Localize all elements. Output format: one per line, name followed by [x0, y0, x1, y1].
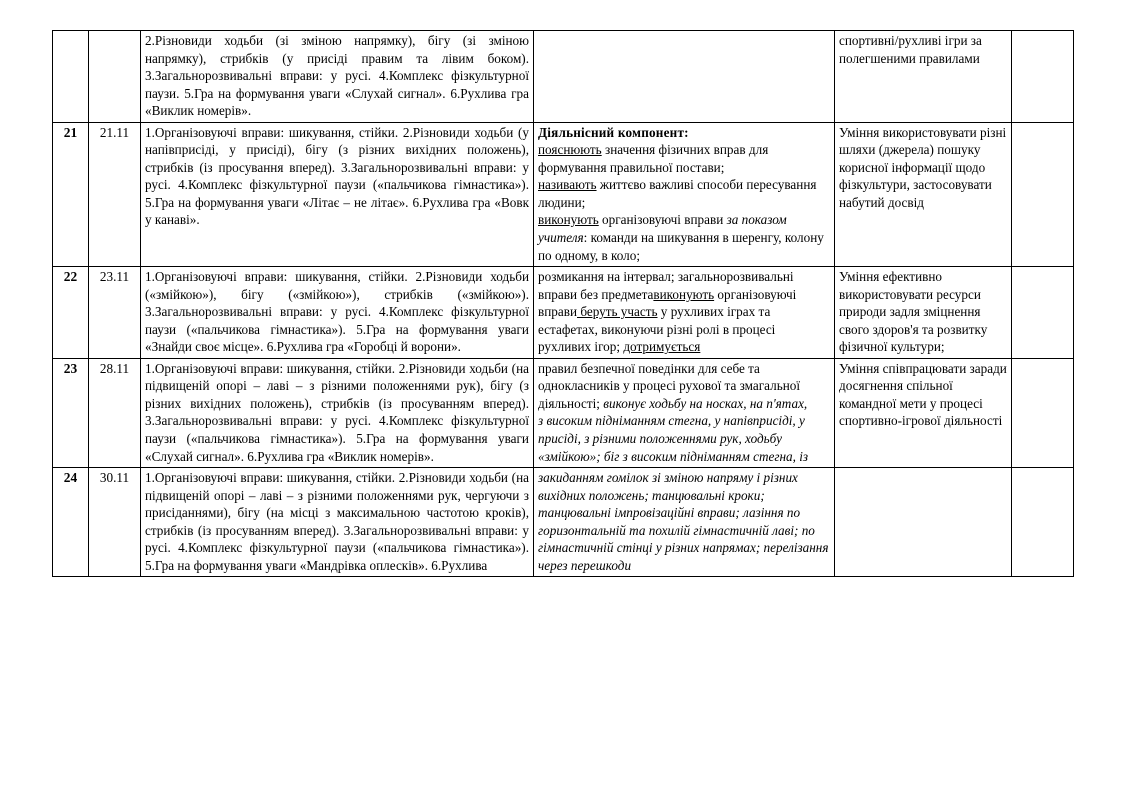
row-number-cell: 23: [53, 358, 89, 467]
activity-paragraph: [538, 360, 830, 413]
table-row: [53, 358, 1074, 467]
row-number-cell: 21: [53, 122, 89, 266]
lesson-content-text: 1.Організовуючі вправи: шикування, стійки. 2.Різновиди ходьби («змійкою»), бігу («змійкою»), стрибків («змійкою»). 3.Загальнорозвивальні вправи: у русі. 4.Комплекс фізкультурної паузи («пальчикова гімнастика»). 5.Гра на формування уваги «Знайди своє місце». 6.Рухлива гра «Горобці й ворони».: [145, 269, 529, 355]
lesson-plan-table: [52, 30, 1074, 577]
row-date-cell: 28.11: [89, 358, 141, 467]
activity-text: у рухливих іграх та естафетах, виконуючи різні ролі в процесі рухливих ігор;: [538, 304, 776, 355]
table-row: [53, 267, 1074, 359]
row-date-cell: [89, 31, 141, 123]
activity-component-cell: [534, 122, 835, 266]
activity-verb: виконують: [538, 212, 599, 228]
activity-component-cell: [534, 358, 835, 467]
activity-text: організовуючі вправи: [598, 212, 727, 228]
lesson-content-cell: [141, 31, 534, 123]
activity-paragraph: [538, 211, 830, 264]
activity-verb: беруть участь: [577, 304, 658, 320]
skills-cell: [835, 31, 1012, 123]
activity-italic: з високим підніманням стегна, у напівприсіді, у присіді, з різними положеннями рук, ходьбу «змійкою»; біг з високим підніманням стегна, із: [538, 413, 809, 464]
row-number-cell: 22: [53, 267, 89, 359]
activity-italic: показом учителя: [538, 212, 787, 246]
skills-text: Уміння ефективно використовувати ресурси природи задля зміцнення свого здоров'я та розвитку фізичної культури;: [839, 269, 988, 355]
row-date-cell: 21.11: [89, 122, 141, 266]
activity-text: життєво важливі способи пересування людини;: [538, 177, 817, 210]
row-number-cell: 24: [53, 468, 89, 577]
activity-text: значення фізичних вправ для формування правильної постави;: [538, 142, 769, 175]
skills-cell: [835, 468, 1012, 577]
skills-text: спортивні/рухливі ігри за полегшеними правилами: [839, 33, 982, 66]
lesson-content-text: 1.Організовуючі вправи: шикування, стійки. 2.Різновиди ходьби (у напівприсіді, у присіді), бігу (з різних вихідних положень), стрибків (із просування вперед). 3.Загальнорозвивальні вправи: у русі. 4.Комплекс фізкультурної паузи («пальчикова гімнастика»). 5.Гра на формування уваги «Літає – не літає». 6.Рухлива гра «Вовк у канаві».: [145, 124, 529, 228]
activity-component-cell: [534, 267, 835, 359]
row-date-cell: 30.11: [89, 468, 141, 577]
note-cell: [1012, 468, 1074, 577]
activity-text: організовуючі вправи: [538, 286, 797, 320]
lesson-content-text: 1.Організовуючі вправи: шикування, стійки. 2.Різновиди ходьби (на підвищеній опорі – лаві – з різними положеннями рук, чергуючи з присіданнями), бігу (на місці з максимальною частотою кроків), стрибків (із просуванням вперед). 3.Загальнорозвивальні вправи: у русі. 4.Комплекс фізкультурної паузи («пальчикова гімнастика»). 5.Гра на формування уваги «Мандрівка оплесків». 6.Рухлива: [145, 470, 529, 573]
activity-paragraph: [538, 124, 830, 142]
activity-paragraph: [538, 469, 830, 574]
activity-component-cell: [534, 31, 835, 123]
note-cell: [1012, 122, 1074, 266]
skills-cell: [835, 267, 1012, 359]
table-row: [53, 122, 1074, 266]
row-number-cell: [53, 31, 89, 123]
activity-italic: закиданням гомілок зі зміною напряму і різних вихідних положень; танцювальні кроки; танцювальні імпровізаційні вправи; лазіння по горизонтальній та похилій гімнастичній лаві; по гімнастичній стінці у різних напрямах; перелізання через перешкоди: [538, 470, 829, 573]
skills-cell: [835, 122, 1012, 266]
activity-text: розмикання на інтервал; загальнорозвивальні вправи без предмета: [538, 269, 794, 302]
activity-paragraph: [538, 412, 830, 465]
note-cell: [1012, 358, 1074, 467]
skills-text: Уміння співпрацювати заради досягнення спільної командної мети у процесі спортивно-ігрової діяльності: [839, 360, 1007, 429]
lesson-content-cell: [141, 267, 534, 359]
row-date-cell: 23.11: [89, 267, 141, 359]
lesson-content-text: 2.Різновиди ходьби (зі зміною напрямку), бігу (зі зміною напрямку), стрибків (у присіді правим та лівим боком). 3.Загальнорозвивальні вправи: у русі. 4.Комплекс фізкультурної паузи. 5.Гра на формування уваги «Слухай сигнал». 6.Рухлива гра «Виклик номерів».: [145, 33, 529, 119]
skills-cell: [835, 358, 1012, 467]
activity-paragraph: [538, 268, 830, 356]
lesson-content-text: 1.Організовуючі вправи: шикування, стійки. 2.Різновиди ходьби (на підвищеній опорі – лаві – з різними положеннями рук), бігу (з різних вихідних положень), стрибків (із просуванням вперед). 3.Загальнорозвивальні вправи: у русі. 4.Комплекс фізкультурної паузи («пальчикова гімнастика»). 5.Гра на формування уваги «Слухай сигнал». 6.Рухлива гра «Виклик номерів».: [145, 360, 529, 464]
activity-italic: за: [726, 212, 739, 228]
note-cell: [1012, 31, 1074, 123]
table-row: [53, 31, 1074, 123]
activity-paragraph: [538, 176, 830, 211]
activity-text: правил безпечної поведінки для себе та однокласників у процесі рухової та змагальної діяльності;: [538, 360, 801, 411]
lesson-content-cell: [141, 358, 534, 467]
activity-verb: пояснюють: [538, 142, 602, 158]
activity-verb: виконують: [653, 286, 715, 302]
lesson-content-cell: [141, 468, 534, 577]
activity-verb: дотримується: [623, 339, 701, 355]
note-cell: [1012, 267, 1074, 359]
skills-text: Уміння використовувати різні шляхи (джерела) пошуку корисної інформації щодо фізкультури, застосовувати набутий досвід: [839, 124, 1007, 210]
table-row: [53, 468, 1074, 577]
activity-component-cell: [534, 468, 835, 577]
activity-paragraph: [538, 141, 830, 176]
activity-heading: Діяльнісний компонент:: [538, 124, 689, 140]
activity-italic: виконує ходьбу на носках, на п'ятах,: [603, 395, 808, 411]
activity-text: : команди на шикування в шеренгу, колону по одному, в коло;: [538, 230, 824, 263]
lesson-content-cell: [141, 122, 534, 266]
activity-verb: називають: [538, 177, 597, 193]
